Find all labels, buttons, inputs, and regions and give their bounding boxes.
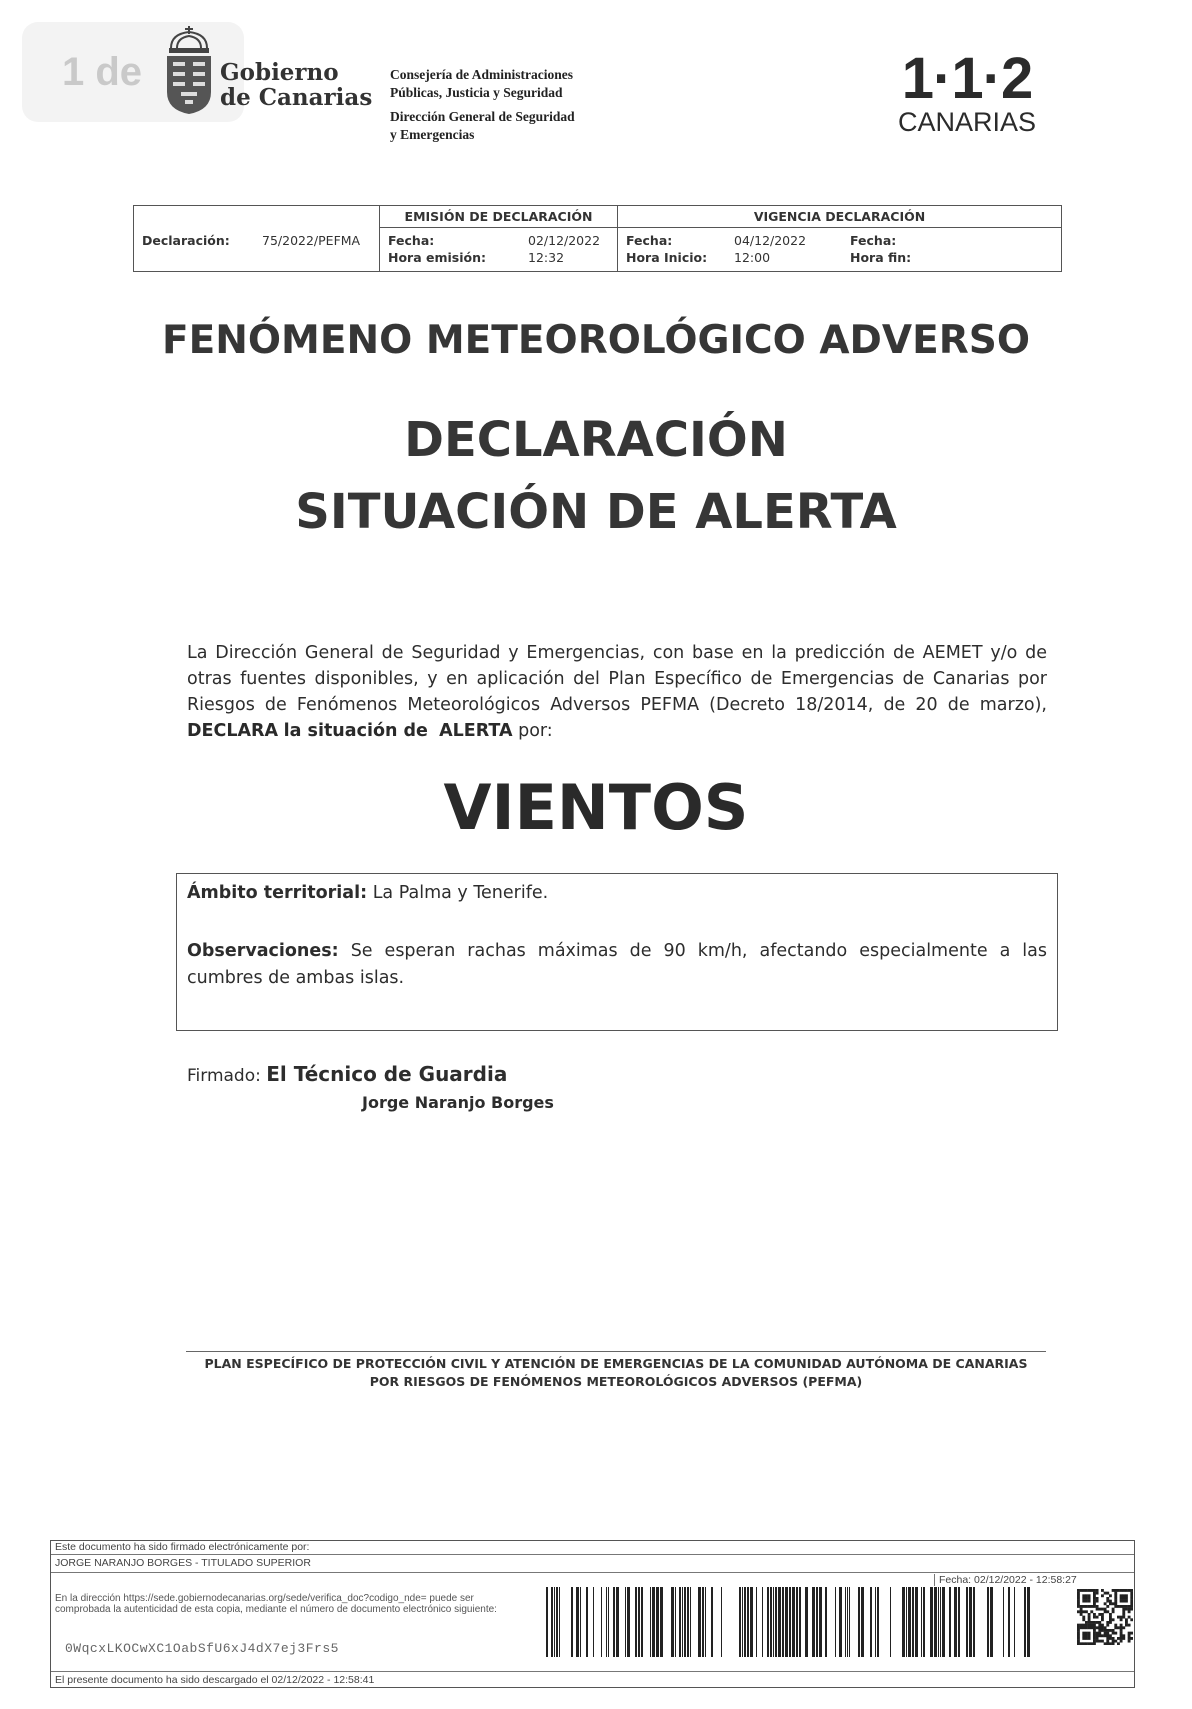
page-indicator: 1 de bbox=[22, 22, 244, 122]
qr-code-icon bbox=[1077, 1589, 1133, 1645]
vig-hora-inicio-label: Hora Inicio: bbox=[626, 250, 708, 265]
emision-header: EMISIÓN DE DECLARACIÓN bbox=[404, 209, 593, 224]
scope-box bbox=[176, 873, 1058, 1031]
gobierno-canarias-logo-icon bbox=[163, 26, 215, 116]
ambito-label: Ámbito territorial: bbox=[187, 883, 368, 903]
observaciones-value: Se esperan rachas máximas de 90 km/h, afectando especialmente a las cumbres de ambas islas. bbox=[187, 941, 1047, 988]
signed-by-label: Este documento ha sido firmado electrónicamente por: bbox=[51, 1541, 1134, 1555]
emision-fecha-label: Fecha: bbox=[388, 233, 435, 248]
vig-hora-fin-label: Hora fin: bbox=[850, 250, 912, 265]
declaracion-value: 75/2022/PEFMA bbox=[262, 233, 361, 248]
vig-fecha-label: Fecha: bbox=[626, 233, 673, 248]
plan-footer: PLAN ESPECÍFICO DE PROTECCIÓN CIVIL Y ATENCIÓN DE EMERGENCIAS DE LA COMUNIDAD AUTÓNOMA DE CANARIAS POR RIESGOS DE FENÓMENOS METEOROLÓGICOS ADVERSOS (PEFMA) bbox=[204, 1356, 1028, 1389]
vigencia-header: VIGENCIA DECLARACIÓN bbox=[753, 209, 926, 224]
emision-hora-label: Hora emisión: bbox=[388, 250, 486, 265]
plan-divider bbox=[186, 1351, 1046, 1352]
download-text: El presente documento ha sido descargado el 02/12/2022 - 12:58:41 bbox=[51, 1671, 1134, 1688]
emision-hora-value: 12:32 bbox=[528, 250, 565, 265]
declaration-table bbox=[133, 205, 1062, 272]
emision-fecha-value: 02/12/2022 bbox=[528, 233, 601, 248]
logo-112-canarias: 1·1·2 CANARIAS bbox=[897, 46, 1037, 137]
vig-fecha-value: 04/12/2022 bbox=[734, 233, 807, 248]
consejeria-block: Consejería de Administraciones Públicas, Justicia y Seguridad Dirección General de Seguridad y Emergencias bbox=[390, 67, 575, 142]
phenomenon-title: VIENTOS bbox=[443, 771, 749, 844]
barcode-icon bbox=[546, 1587, 1034, 1657]
signer-line: JORGE NARANJO BORGES - TITULADO SUPERIOR bbox=[55, 1557, 311, 1569]
observaciones-label: Observaciones: bbox=[187, 941, 339, 961]
signature-block: Firmado: El Técnico de Guardia bbox=[187, 1062, 508, 1086]
ambito-value: La Palma y Tenerife. bbox=[372, 883, 549, 903]
electronic-signature-box bbox=[50, 1540, 1135, 1688]
declaration-paragraph: La Dirección General de Seguridad y Emergencias, con base en la predicción de AEMET y/o de otras fuentes disponibles, y en aplicación del Plan Específico de Emergencias de Canarias por Riesgos de Fenómenos Meteorológicos Adversos PEFMA (Decreto 18/2014, de 20 de marzo), DECLARA la situación de ALERTA por: bbox=[187, 643, 1047, 741]
document-code: 0WqcxLKOCwXC1OabSfU6xJ4dX7ej3Frs5 bbox=[65, 1641, 339, 1656]
declaracion-label: Declaración: bbox=[142, 233, 230, 248]
signer-name: Jorge Naranjo Borges bbox=[362, 1093, 554, 1112]
title-fenomeno: FENÓMENO METEOROLÓGICO ADVERSO bbox=[161, 318, 1031, 363]
vig-fecha-fin-label: Fecha: bbox=[850, 233, 897, 248]
verification-text: En la dirección https://sede.gobiernodecanarias.org/sede/verifica_doc?codigo_nde= puede ser comprobada la autenticidad de esta copia, mediante el número de documento electrónico siguiente: bbox=[55, 1593, 497, 1615]
esig-fecha: Fecha: 02/12/2022 - 12:58:27 bbox=[939, 1574, 1077, 1586]
vig-hora-inicio-value: 12:00 bbox=[734, 250, 771, 265]
title-declaracion: DECLARACIÓN SITUACIÓN DE ALERTA bbox=[295, 412, 897, 540]
gov-name: Gobierno de Canarias bbox=[220, 59, 373, 111]
